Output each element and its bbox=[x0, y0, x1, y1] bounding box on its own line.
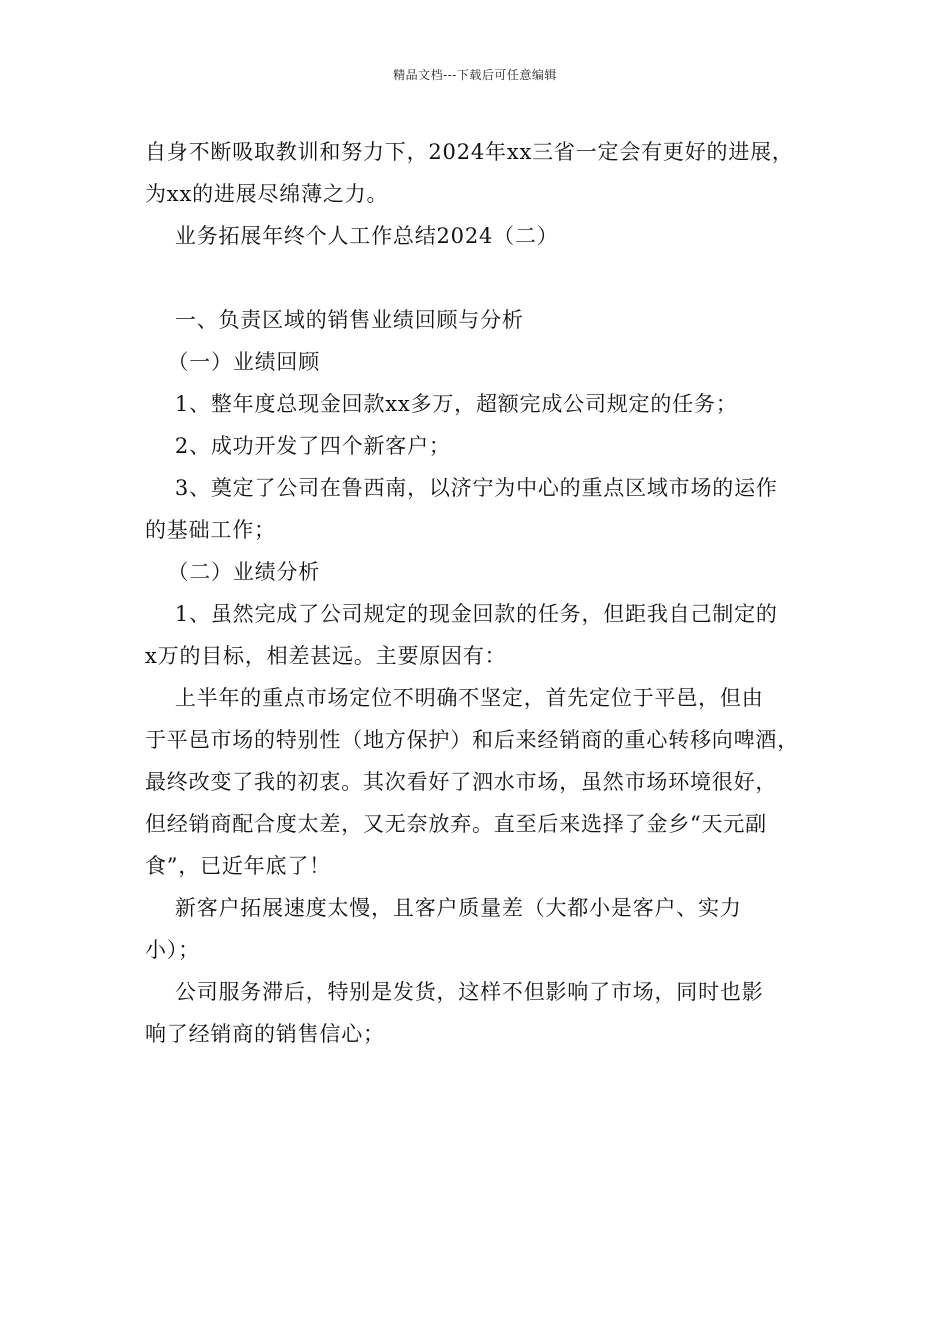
text-line: （一）业绩回顾 bbox=[145, 350, 321, 374]
list-item bbox=[145, 593, 815, 677]
text-line: 公司服务滞后，特别是发货，这样不但影响了市场，同时也影 bbox=[145, 980, 764, 1004]
text-line: 3、奠定了公司在鲁西南，以济宁为中心的重点区域市场的运作 bbox=[145, 476, 778, 500]
paragraph bbox=[145, 677, 815, 887]
text-line: x万的目标，相差甚远。主要原因有： bbox=[145, 644, 507, 668]
paragraph bbox=[145, 971, 815, 1055]
text-line: 一、负责区域的销售业绩回顾与分析 bbox=[145, 308, 524, 332]
section-title bbox=[145, 215, 815, 257]
list-item bbox=[145, 425, 815, 467]
text-line: 于平邑市场的特别性（地方保护）和后来经销商的重心转移向啤酒， bbox=[145, 728, 799, 752]
text-line: 2、成功开发了四个新客户； bbox=[145, 434, 451, 458]
text-line: 自身不断吸取教训和努力下，2024年xx三省一定会有更好的进展， bbox=[145, 140, 794, 164]
text-line: 但经销商配合度太差，又无奈放弃。直至后来选择了金乡“天元副 bbox=[145, 812, 767, 836]
text-line: 食”，已近年底了！ bbox=[145, 854, 331, 878]
paragraph bbox=[145, 887, 815, 971]
text-line: 最终改变了我的初衷。其次看好了泗水市场，虽然市场环境很好， bbox=[145, 770, 778, 794]
text-line: 新客户拓展速度太慢，且客户质量差（大都小是客户、实力 bbox=[145, 896, 742, 920]
text-line: 为xx的进展尽绵薄之力。 bbox=[145, 182, 389, 206]
list-item bbox=[145, 383, 815, 425]
paragraph bbox=[145, 131, 815, 215]
text-line: 上半年的重点市场定位不明确不坚定，首先定位于平邑，但由 bbox=[145, 686, 764, 710]
text-line: 业务拓展年终个人工作总结2024（二） bbox=[145, 224, 559, 248]
text-line: 1、虽然完成了公司规定的现金回款的任务，但距我自己制定的 bbox=[145, 602, 778, 626]
blank-line bbox=[145, 257, 815, 299]
subheading bbox=[145, 341, 815, 383]
page-header: 精品文档---下载后可任意编辑 bbox=[393, 68, 557, 82]
text-line: 小）； bbox=[145, 938, 200, 962]
heading-1 bbox=[145, 299, 815, 341]
text-line: 1、整年度总现金回款xx多万，超额完成公司规定的任务； bbox=[145, 392, 738, 416]
list-item bbox=[145, 467, 815, 551]
text-line: （二）业绩分析 bbox=[145, 560, 321, 584]
text-line: 响了经销商的销售信心； bbox=[145, 1022, 385, 1046]
document-body bbox=[145, 131, 815, 1055]
text-line: 的基础工作； bbox=[145, 518, 276, 542]
subheading bbox=[145, 551, 815, 593]
